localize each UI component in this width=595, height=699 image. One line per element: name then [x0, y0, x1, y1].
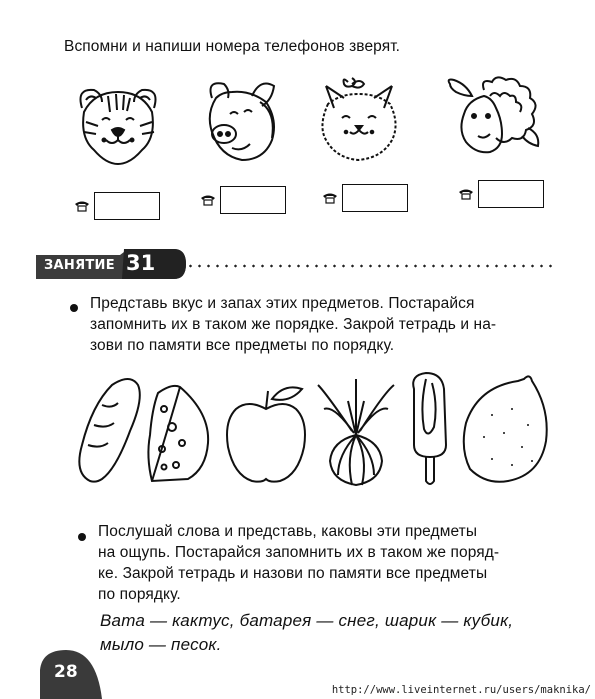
lamb-illustration [444, 74, 544, 164]
ice-cream-icon [413, 373, 446, 484]
cheese-icon [148, 386, 208, 481]
telephone-icon [74, 200, 90, 212]
task2-line-1: Послушай слова и представь, каковы эти предметы [98, 523, 478, 540]
task2-line-3: ке. Закрой тетрадь и назови по памяти все предметы [98, 565, 488, 582]
bread-loaf-icon [79, 379, 139, 482]
phone-number-box[interactable] [342, 184, 408, 212]
phone-number-box[interactable] [478, 180, 544, 208]
phone-number-box[interactable] [220, 186, 286, 214]
telephone-icon [458, 188, 474, 200]
lesson-number: 31 [126, 251, 156, 275]
task2-line-4: по порядку. [98, 586, 181, 603]
source-watermark: http://www.liveinternet.ru/users/maknika/ [331, 684, 591, 696]
task1-line-2: запомнить их в таком же порядке. Закрой тетрадь и на- [90, 316, 497, 333]
lesson-label: ЗАНЯТИЕ [44, 258, 115, 273]
phone-answer-lamb[interactable] [458, 180, 544, 208]
telephone-icon [200, 194, 216, 206]
telephone-icon [322, 192, 338, 204]
apple-icon [227, 387, 305, 481]
phone-answer-kitten[interactable] [322, 184, 408, 212]
lemon-icon [464, 376, 547, 481]
kitten-illustration [318, 74, 400, 166]
onion-icon [318, 379, 394, 485]
intro-instruction: Вспомни и напиши номера телефонов зверят. [64, 38, 401, 55]
page-number: 28 [54, 662, 78, 682]
phone-answer-piglet[interactable] [200, 186, 286, 214]
phone-number-box[interactable] [94, 192, 160, 220]
dotted-divider [186, 264, 556, 268]
task1-line-3: зови по памяти все предметы по порядку. [90, 337, 395, 354]
objects-row [72, 365, 552, 490]
word-pairs-line-1: Вата — кактус, батарея — снег, шарик — кубик, [100, 611, 514, 630]
word-pairs-line-2: мыло — песок. [100, 635, 222, 654]
task2-line-2: на ощупь. Постарайся запомнить их в таком же поряд- [98, 544, 500, 561]
piglet-illustration [202, 76, 282, 168]
bullet-icon [78, 533, 86, 541]
phone-answer-tiger-cub[interactable] [74, 192, 160, 220]
bullet-icon [70, 304, 78, 312]
tiger-cub-illustration [72, 78, 164, 168]
task1-line-1: Представь вкус и запах этих предметов. Постарайся [90, 295, 475, 312]
